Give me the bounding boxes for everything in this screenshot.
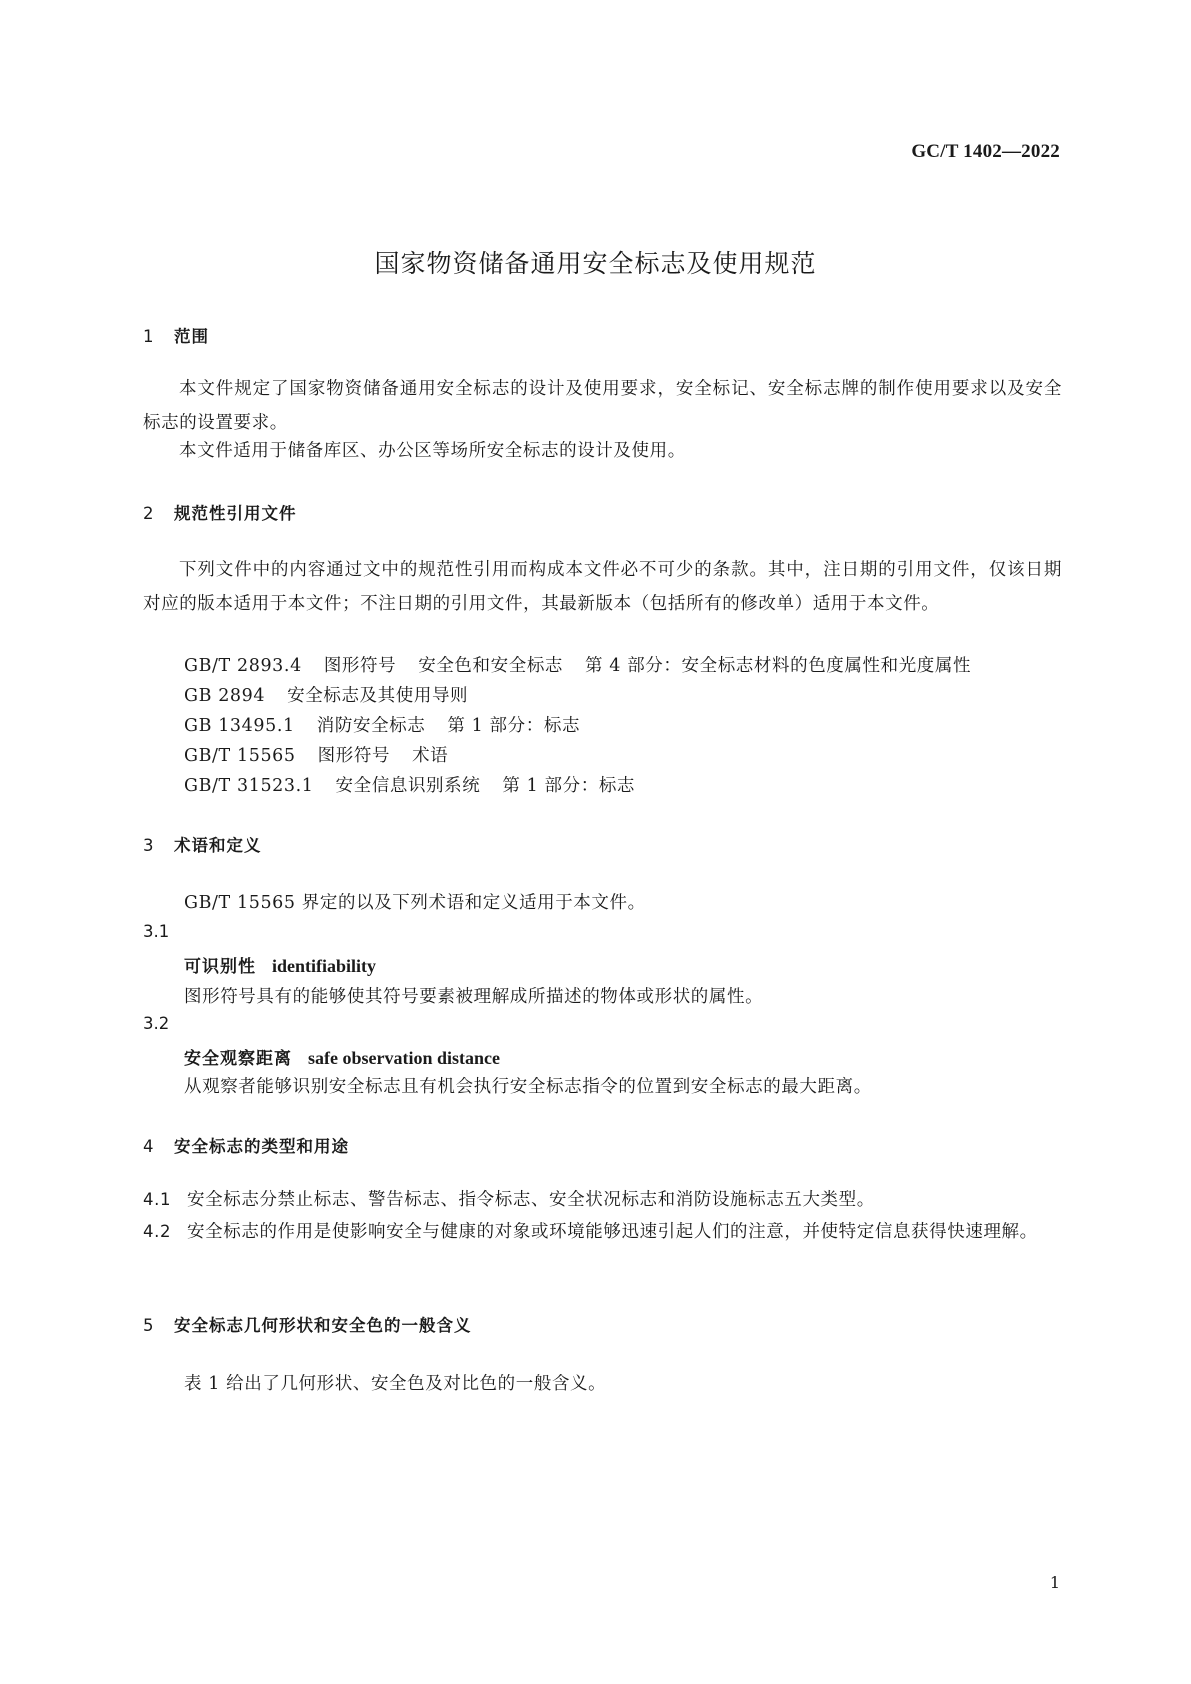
term-chinese: 可识别性 bbox=[184, 957, 256, 977]
section-title: 安全标志几何形状和安全色的一般含义 bbox=[174, 1316, 472, 1335]
section-number: 5 bbox=[143, 1316, 155, 1335]
section-title: 范围 bbox=[174, 327, 209, 346]
section-3-heading bbox=[143, 832, 262, 856]
page-number: 1 bbox=[1049, 1573, 1060, 1592]
reference-item bbox=[184, 652, 971, 677]
reference-item bbox=[184, 772, 635, 797]
section-title: 术语和定义 bbox=[174, 836, 262, 855]
reference-code: GB 2894 bbox=[184, 686, 266, 706]
section-number: 3 bbox=[143, 836, 155, 855]
section-1-paragraph-1: 本文件规定了国家物资储备通用安全标志的设计及使用要求，安全标记、安全标志牌的制作使用要求以及安全标志的设置要求。 bbox=[143, 379, 1062, 433]
section-number: 4 bbox=[143, 1137, 155, 1156]
section-1-heading bbox=[143, 323, 209, 347]
section-4-heading bbox=[143, 1133, 349, 1157]
clause-text: 安全标志分禁止标志、警告标志、指令标志、安全状况标志和消防设施标志五大类型。 bbox=[187, 1190, 875, 1210]
reference-code: GB/T 2893.4 bbox=[184, 656, 302, 676]
reference-title-part: 图形符号 bbox=[317, 746, 391, 766]
section-title: 规范性引用文件 bbox=[174, 504, 297, 523]
term-number: 3.1 bbox=[143, 922, 170, 941]
section-number: 2 bbox=[143, 504, 155, 523]
reference-title-part: 消防安全标志 bbox=[316, 716, 426, 736]
term-heading bbox=[184, 1044, 500, 1069]
term-english: safe observation distance bbox=[308, 1048, 500, 1068]
reference-item bbox=[184, 712, 580, 737]
term-definition: 从观察者能够识别安全标志且有机会执行安全标志指令的位置到安全标志的最大距离。 bbox=[184, 1077, 872, 1097]
reference-code: GB/T 31523.1 bbox=[184, 776, 314, 796]
standard-code: GC/T 1402—2022 bbox=[911, 141, 1060, 162]
reference-title-part: 安全色和安全标志 bbox=[418, 656, 564, 676]
reference-item bbox=[184, 682, 468, 707]
section-3-intro: GB/T 15565 界定的以及下列术语和定义适用于本文件。 bbox=[184, 893, 646, 913]
clause-4-2 bbox=[143, 1215, 1062, 1249]
clause-text: 安全标志的作用是使影响安全与健康的对象或环境能够迅速引起人们的注意，并使特定信息获得快速理解。 bbox=[187, 1222, 1038, 1242]
section-5-paragraph-1: 表 1 给出了几何形状、安全色及对比色的一般含义。 bbox=[184, 1374, 607, 1394]
document-title: 国家物资储备通用安全标志及使用规范 bbox=[374, 249, 817, 278]
reference-title-part: 图形符号 bbox=[323, 656, 397, 676]
clause-4-1 bbox=[143, 1183, 1062, 1217]
reference-title-part: 安全信息识别系统 bbox=[335, 776, 481, 796]
section-2-heading bbox=[143, 500, 297, 524]
section-number: 1 bbox=[143, 327, 155, 346]
section-2-paragraph-1: 下列文件中的内容通过文中的规范性引用而构成本文件必不可少的条款。其中，注日期的引用文件，仅该日期对应的版本适用于本文件；不注日期的引用文件，其最新版本（包括所有的修改单）适用于本文件。 bbox=[143, 560, 1062, 614]
term-english: identifiability bbox=[272, 956, 377, 976]
reference-title-part: 安全标志及其使用导则 bbox=[287, 686, 469, 706]
reference-title-part: 第 1 部分：标志 bbox=[447, 716, 581, 736]
section-1-paragraph-2: 本文件适用于储备库区、办公区等场所安全标志的设计及使用。 bbox=[179, 441, 686, 461]
clause-number: 4.2 bbox=[143, 1222, 172, 1241]
reference-item bbox=[184, 742, 448, 767]
reference-title-part: 术语 bbox=[412, 746, 449, 766]
term-definition: 图形符号具有的能够使其符号要素被理解成所描述的物体或形状的属性。 bbox=[184, 987, 764, 1007]
term-heading bbox=[184, 952, 376, 977]
reference-title-part: 第 4 部分：安全标志材料的色度属性和光度属性 bbox=[585, 656, 972, 676]
term-chinese: 安全观察距离 bbox=[184, 1049, 292, 1069]
term-number: 3.2 bbox=[143, 1014, 170, 1033]
section-title: 安全标志的类型和用途 bbox=[174, 1137, 349, 1156]
reference-code: GB 13495.1 bbox=[184, 716, 295, 736]
reference-title-part: 第 1 部分：标志 bbox=[502, 776, 636, 796]
reference-code: GB/T 15565 bbox=[184, 746, 296, 766]
section-5-heading bbox=[143, 1312, 472, 1336]
clause-number: 4.1 bbox=[143, 1190, 172, 1209]
